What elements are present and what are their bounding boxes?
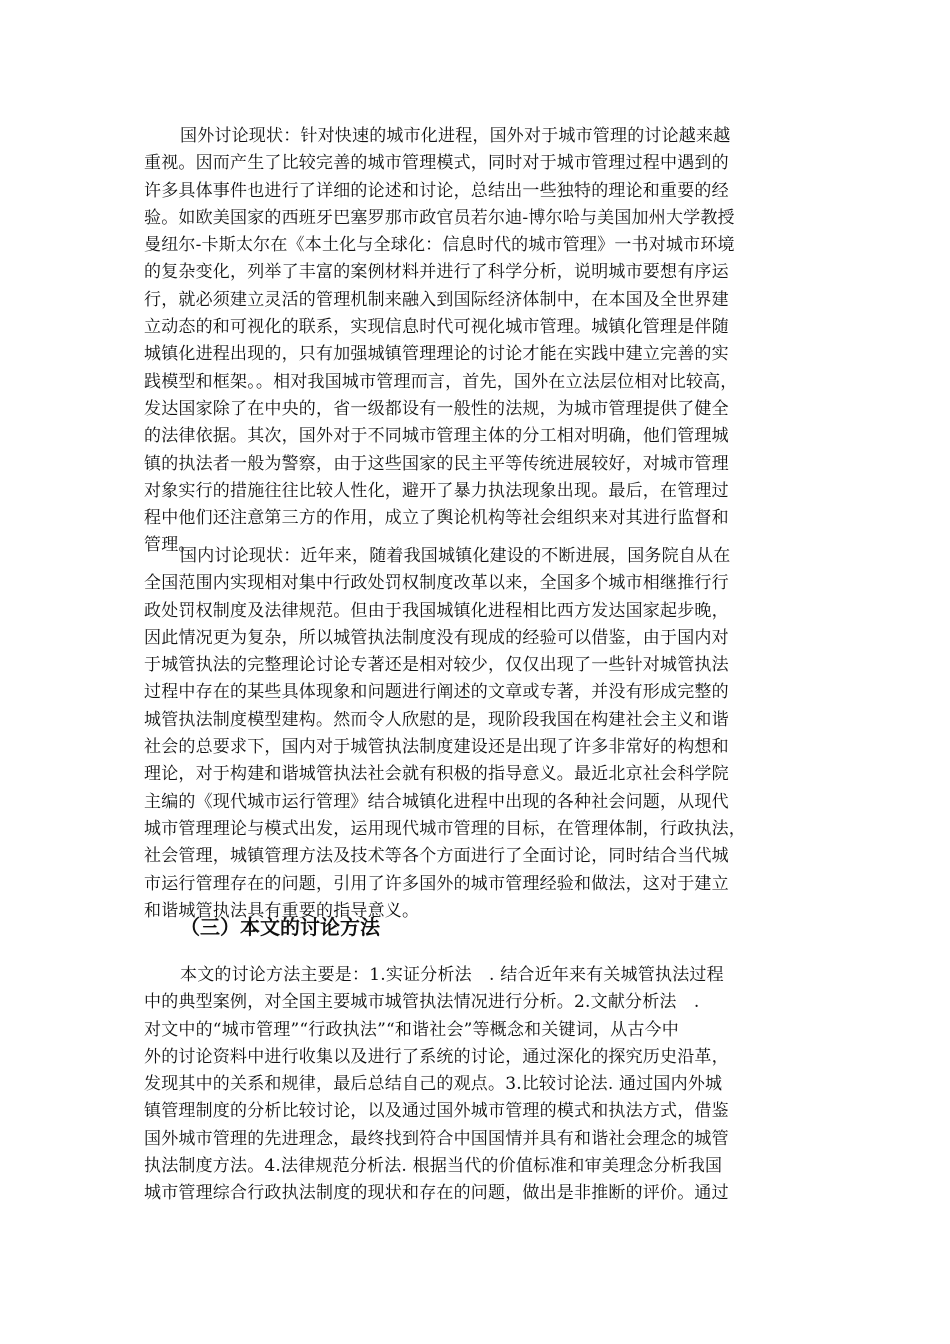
text-line: 对文中的“城市管理”“行政执法”“和谐社会”等概念和关键词，从古今中	[144, 1019, 679, 1040]
text-line: 镇管理制度的分析比较讨论，以及通过国外城市管理的模式和执法方式，借鉴	[144, 1101, 729, 1122]
text-line: 主编的《现代城市运行管理》结合城镇化进程中出现的各种社会问题，从现代	[144, 791, 729, 812]
text-line: 镇的执法者一般为警察，由于这些国家的民主平等传统进展较好，对城市管理	[144, 453, 729, 474]
text-line: 国外讨论现状：针对快速的城市化进程，国外对于城市管理的讨论越来越	[180, 126, 731, 146]
text-line: 中的典型案例，对全国主要城市城管执法情况进行分析。2.文献分析法 .	[144, 992, 700, 1013]
text-line: 对象实行的措施往往比较人性化，避开了暴力执法现象出现。最后，在管理过	[144, 480, 729, 501]
text-line: 社会的总要求下，国内对于城管执法制度建设还是出现了许多非常好的构想和	[144, 737, 729, 758]
text-line: 政处罚权制度及法律规范。但由于我国城镇化进程相比西方发达国家起步晚，	[144, 600, 729, 621]
text-line: 曼纽尔-卡斯太尔在《本土化与全球化：信息时代的城市管理》一书对城市环境	[144, 235, 735, 256]
text-line: 发达国家除了在中央的，省一级都设有一般性的法规，为城市管理提供了健全	[144, 398, 729, 419]
text-line: 国外城市管理的先进理念，最终找到符合中国国情并具有和谐社会理念的城管	[144, 1128, 729, 1149]
text-line: 社会管理，城镇管理方法及技术等各个方面进行了全面讨论，同时结合当代城	[144, 846, 729, 867]
text-line: 全国范围内实现相对集中行政处罚权制度改革以来，全国多个城市相继推行行	[144, 573, 729, 594]
section-heading: （三）本文的讨论方法	[180, 915, 380, 939]
text-line: 本文的讨论方法主要是：1.实证分析法 . 结合近年来有关城管执法过程	[180, 965, 724, 985]
text-line: 市运行管理存在的问题，引用了许多国外的城市管理经验和做法，这对于建立	[144, 873, 729, 894]
text-line: 践模型和框架。。相对我国城市管理而言，首先，国外在立法层位相对比较高，	[144, 371, 738, 392]
text-line: 管理。	[144, 535, 196, 556]
text-line: 重视。因而产生了比较完善的城市管理模式，同时对于城市管理过程中遇到的	[144, 153, 729, 174]
text-line: 的法律依据。其次，国外对于不同城市管理主体的分工相对明确，他们管理城	[144, 426, 729, 447]
text-line: 发现其中的关系和规律，最后总结自己的观点。3.比较讨论法. 通过国内外城	[144, 1074, 723, 1095]
text-line: 程中他们还注意第三方的作用，成立了舆论机构等社会组织来对其进行监督和	[144, 508, 729, 529]
text-line: 理论，对于构建和谐城管执法社会就有积极的指导意义。最近北京社会科学院	[144, 764, 729, 785]
text-line: 于城管执法的完整理论讨论专著还是相对较少，仅仅出现了一些针对城管执法	[144, 655, 729, 676]
text-line: 城市管理理论与模式出发，运用现代城市管理的目标，在管理体制，行政执法，	[144, 818, 746, 839]
text-line: 和谐城管执法具有重要的指导意义。	[144, 900, 420, 921]
text-line: 行，就必须建立灵活的管理机制来融入到国际经济体制中，在本国及全世界建	[144, 289, 729, 310]
paragraph-domestic-research	[144, 543, 804, 925]
text-line: 国内讨论现状：近年来，随着我国城镇化建设的不断进展，国务院自从在	[180, 546, 731, 566]
paragraph-foreign-research	[144, 123, 804, 560]
text-line: 执法制度方法。4.法律规范分析法. 根据当代的价值标准和审美理念分析我国	[144, 1156, 723, 1177]
text-line: 立动态的和可视化的联系，实现信息时代可视化城市管理。城镇化管理是伴随	[144, 317, 729, 338]
text-line: 城镇化进程出现的，只有加强城镇管理理论的讨论才能在实践中建立完善的实	[144, 344, 729, 365]
text-line: 的复杂变化，列举了丰富的案例材料并进行了科学分析，说明城市要想有序运	[144, 262, 729, 283]
text-line: 许多具体事件也进行了详细的论述和讨论，总结出一些独特的理论和重要的经	[144, 180, 729, 201]
text-line: 外的讨论资料中进行收集以及进行了系统的讨论，通过深化的探究历史沿革，	[144, 1046, 729, 1067]
text-line: 城市管理综合行政执法制度的现状和存在的问题，做出是非推断的评价。通过	[144, 1183, 729, 1204]
text-line: 过程中存在的某些具体现象和问题进行阐述的文章或专著，并没有形成完整的	[144, 682, 729, 703]
text-line: 城管执法制度模型建构。然而令人欣慰的是，现阶段我国在构建社会主义和谐	[144, 709, 729, 730]
paragraph-research-methods	[144, 962, 804, 1208]
text-line: 因此情况更为复杂，所以城管执法制度没有现成的经验可以借鉴，由于国内对	[144, 627, 729, 648]
text-line: 验。如欧美国家的西班牙巴塞罗那市政官员若尔迪-博尔哈与美国加州大学教授	[144, 207, 735, 228]
